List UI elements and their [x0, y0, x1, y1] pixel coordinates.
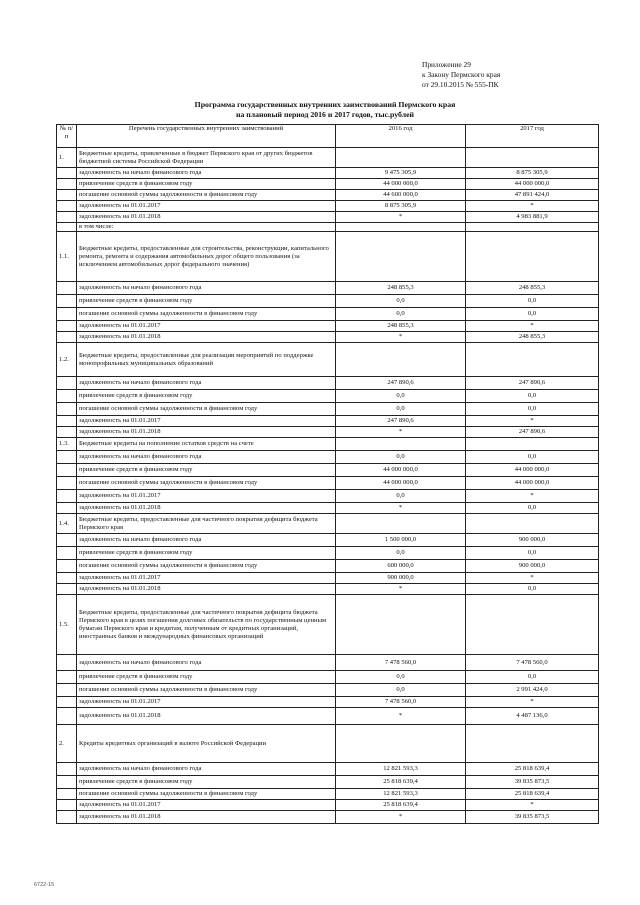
- value-2017: 247 890,6: [466, 377, 599, 390]
- value-2016: 248 855,3: [336, 282, 466, 295]
- title-line-2: на плановый период 2016 и 2017 годов, тыс.рублей: [235, 110, 415, 119]
- row-name: задолженность на 01.01.2018: [77, 811, 336, 824]
- row-number: [57, 168, 77, 179]
- row-number: [57, 573, 77, 584]
- value-2016: 0,0: [336, 451, 466, 464]
- table-row: [57, 708, 599, 725]
- value-2017: 47 891 424,0: [466, 190, 599, 201]
- table-row: [57, 800, 599, 811]
- row-number: [57, 490, 77, 503]
- table-row: [57, 811, 599, 824]
- row-number: [57, 534, 77, 547]
- table-row: [57, 584, 599, 595]
- row-number: [57, 477, 77, 490]
- row-number: [57, 403, 77, 416]
- row-number: [57, 223, 77, 232]
- table-row: [57, 223, 599, 232]
- row-number: 1.5.: [57, 595, 77, 655]
- row-number: [57, 295, 77, 308]
- value-2017: *: [466, 573, 599, 584]
- row-name: задолженность на начало финансового года: [77, 282, 336, 295]
- document-title: [0, 100, 640, 120]
- table-row: [57, 560, 599, 573]
- value-2017: [466, 343, 599, 377]
- value-2017: 900 000,0: [466, 534, 599, 547]
- row-number: 2.: [57, 725, 77, 763]
- value-2016: [336, 343, 466, 377]
- row-name: задолженность на 01.01.2017: [77, 416, 336, 427]
- row-number: 1.2.: [57, 343, 77, 377]
- value-2016: [336, 223, 466, 232]
- value-2017: 7 478 560,0: [466, 655, 599, 671]
- row-number: [57, 308, 77, 321]
- table-row: [57, 427, 599, 438]
- row-name: Бюджетные кредиты, предоставленные для строительства, реконструкции, капитального ремонта, ремонта и содержания автомобильных дорог общего пользования (за исключением автомобильных дорог федерального значения): [77, 232, 336, 282]
- value-2016: [336, 148, 466, 168]
- value-2017: 0,0: [466, 308, 599, 321]
- value-2017: 0,0: [466, 671, 599, 684]
- value-2016: 0,0: [336, 308, 466, 321]
- value-2017: 2 991 424,0: [466, 684, 599, 697]
- row-number: [57, 201, 77, 212]
- row-number: [57, 800, 77, 811]
- header-2017: 2017 год: [466, 125, 599, 148]
- table-row: [57, 776, 599, 789]
- row-name: погашение основной суммы задолженности в финансовом году: [77, 477, 336, 490]
- header-name: Перечень государственных внутренних заимствований: [77, 125, 336, 148]
- table-row: [57, 438, 599, 451]
- row-number: [57, 416, 77, 427]
- value-2016: *: [336, 212, 466, 223]
- value-2017: *: [466, 697, 599, 708]
- row-name: задолженность на начало финансового года: [77, 655, 336, 671]
- value-2017: 44 000 000,0: [466, 477, 599, 490]
- value-2016: *: [336, 708, 466, 725]
- value-2017: 247 890,6: [466, 427, 599, 438]
- value-2017: [466, 223, 599, 232]
- row-name: задолженность на начало финансового года: [77, 534, 336, 547]
- row-name: привлечение средств в финансовом году: [77, 464, 336, 477]
- row-name: привлечение средств в финансовом году: [77, 295, 336, 308]
- row-number: [57, 212, 77, 223]
- row-name: задолженность на 01.01.2018: [77, 503, 336, 514]
- table-row: [57, 190, 599, 201]
- value-2016: 247 890,6: [336, 377, 466, 390]
- table-row: [57, 416, 599, 427]
- row-name: задолженность на начало финансового года: [77, 377, 336, 390]
- table-body: [57, 148, 599, 824]
- value-2016: 12 821 593,3: [336, 763, 466, 776]
- title-line-1: Программа государственных внутренних заимствований Пермского края: [194, 100, 456, 109]
- value-2017: [466, 595, 599, 655]
- value-2017: *: [466, 321, 599, 332]
- row-number: [57, 671, 77, 684]
- appendix-line-3: от 29.10.2015 № 555-ПК: [422, 80, 499, 89]
- row-name: задолженность на 01.01.2017: [77, 800, 336, 811]
- value-2017: 0,0: [466, 451, 599, 464]
- table-row: [57, 534, 599, 547]
- value-2016: 1 500 000,0: [336, 534, 466, 547]
- table-row: [57, 490, 599, 503]
- value-2017: 39 835 873,5: [466, 811, 599, 824]
- table-header-row: [57, 125, 599, 148]
- row-number: [57, 451, 77, 464]
- row-name: Бюджетные кредиты, предоставленные для частичного покрытия дефицита бюджета Пермского края в целях погашения долговых обязательств по государственным ценным бумагам Пермского края и кредитам, полученным от кредитных организаций, иностранных банков и международных финансовых организаций: [77, 595, 336, 655]
- table-row: [57, 168, 599, 179]
- row-number: [57, 776, 77, 789]
- row-number: [57, 332, 77, 343]
- row-number: [57, 655, 77, 671]
- value-2017: [466, 514, 599, 534]
- row-number: [57, 190, 77, 201]
- row-name: погашение основной суммы задолженности в финансовом году: [77, 403, 336, 416]
- value-2016: 247 890,6: [336, 416, 466, 427]
- row-name: привлечение средств в финансовом году: [77, 671, 336, 684]
- value-2017: 900 000,0: [466, 560, 599, 573]
- row-name: Бюджетные кредиты на пополнение остатков средств на счете: [77, 438, 336, 451]
- value-2016: 900 000,0: [336, 573, 466, 584]
- row-name: задолженность на начало финансового года: [77, 168, 336, 179]
- table-row: [57, 282, 599, 295]
- value-2016: [336, 595, 466, 655]
- table-row: [57, 547, 599, 560]
- row-name: привлечение средств в финансовом году: [77, 179, 336, 190]
- value-2016: *: [336, 584, 466, 595]
- value-2016: 25 818 639,4: [336, 776, 466, 789]
- table-row: [57, 308, 599, 321]
- row-number: [57, 684, 77, 697]
- value-2016: 44 000 000,0: [336, 179, 466, 190]
- value-2016: 0,0: [336, 490, 466, 503]
- table-row: [57, 201, 599, 212]
- value-2016: *: [336, 503, 466, 514]
- row-name: привлечение средств в финансовом году: [77, 390, 336, 403]
- row-number: [57, 584, 77, 595]
- appendix-line-1: Приложение 29: [422, 60, 471, 69]
- value-2017: 0,0: [466, 390, 599, 403]
- value-2017: 0,0: [466, 547, 599, 560]
- value-2016: 44 600 000,0: [336, 190, 466, 201]
- row-number: 1.3.: [57, 438, 77, 451]
- value-2017: 39 835 873,5: [466, 776, 599, 789]
- value-2016: 0,0: [336, 684, 466, 697]
- header-number: № п/п: [57, 125, 77, 148]
- row-number: [57, 179, 77, 190]
- value-2016: 0,0: [336, 671, 466, 684]
- row-number: [57, 789, 77, 800]
- value-2016: *: [336, 427, 466, 438]
- row-name: привлечение средств в финансовом году: [77, 776, 336, 789]
- value-2016: 44 000 000,0: [336, 464, 466, 477]
- row-number: [57, 547, 77, 560]
- value-2017: 25 818 639,4: [466, 789, 599, 800]
- row-name: задолженность на 01.01.2017: [77, 573, 336, 584]
- table-row: [57, 573, 599, 584]
- value-2016: 248 855,3: [336, 321, 466, 332]
- row-name: погашение основной суммы задолженности в финансовом году: [77, 684, 336, 697]
- table-row: [57, 655, 599, 671]
- value-2016: 7 478 560,0: [336, 655, 466, 671]
- table-row: [57, 684, 599, 697]
- value-2016: *: [336, 811, 466, 824]
- row-number: [57, 697, 77, 708]
- table-row: [57, 451, 599, 464]
- row-number: [57, 763, 77, 776]
- row-name: погашение основной суммы задолженности в финансовом году: [77, 190, 336, 201]
- value-2017: 44 000 000,0: [466, 464, 599, 477]
- row-name: Бюджетные кредиты, привлеченные в бюджет Пермского края от других бюджетов бюджетной системы Российской Федерации: [77, 148, 336, 168]
- value-2017: 25 818 639,4: [466, 763, 599, 776]
- header-2016: 2016 год: [336, 125, 466, 148]
- appendix-line-2: к Закону Пермского края: [422, 70, 501, 79]
- value-2017: [466, 438, 599, 451]
- value-2017: 0,0: [466, 584, 599, 595]
- value-2017: 4 983 881,9: [466, 212, 599, 223]
- value-2017: [466, 148, 599, 168]
- row-number: [57, 464, 77, 477]
- row-name: задолженность на 01.01.2018: [77, 427, 336, 438]
- row-name: задолженность на 01.01.2017: [77, 201, 336, 212]
- table-row: [57, 295, 599, 308]
- value-2017: 248 855,3: [466, 282, 599, 295]
- row-name: задолженность на 01.01.2017: [77, 490, 336, 503]
- row-name: Бюджетные кредиты, предоставленные для реализации мероприятий по поддержке монопрофильных муниципальных образований: [77, 343, 336, 377]
- row-name: погашение основной суммы задолженности в финансовом году: [77, 789, 336, 800]
- value-2017: *: [466, 416, 599, 427]
- table-row: [57, 595, 599, 655]
- row-number: [57, 560, 77, 573]
- table-row: [57, 377, 599, 390]
- table-row: [57, 671, 599, 684]
- value-2016: 25 818 639,4: [336, 800, 466, 811]
- value-2016: 0,0: [336, 403, 466, 416]
- row-name: задолженность на 01.01.2017: [77, 321, 336, 332]
- value-2017: 0,0: [466, 295, 599, 308]
- value-2017: 8 875 305,9: [466, 168, 599, 179]
- footer-code: 6722-15: [34, 882, 55, 888]
- table-row: [57, 763, 599, 776]
- table-row: [57, 321, 599, 332]
- row-name: задолженность на 01.01.2018: [77, 708, 336, 725]
- row-name: в том числе:: [77, 223, 336, 232]
- value-2017: 0,0: [466, 503, 599, 514]
- value-2017: *: [466, 201, 599, 212]
- value-2017: 4 487 136,0: [466, 708, 599, 725]
- table-row: [57, 332, 599, 343]
- value-2016: *: [336, 332, 466, 343]
- appendix-block: [422, 60, 500, 90]
- value-2017: 0,0: [466, 403, 599, 416]
- row-number: [57, 282, 77, 295]
- value-2016: 600 000,0: [336, 560, 466, 573]
- table-row: [57, 390, 599, 403]
- table-row: [57, 725, 599, 763]
- value-2016: 0,0: [336, 390, 466, 403]
- borrowing-program-table: [56, 124, 599, 824]
- value-2017: 44 000 000,0: [466, 179, 599, 190]
- value-2017: [466, 725, 599, 763]
- row-number: 1.1.: [57, 232, 77, 282]
- value-2016: [336, 438, 466, 451]
- value-2016: 44 000 000,0: [336, 477, 466, 490]
- value-2016: 12 821 593,3: [336, 789, 466, 800]
- value-2017: *: [466, 800, 599, 811]
- value-2016: 9 475 305,9: [336, 168, 466, 179]
- table-row: [57, 514, 599, 534]
- row-name: задолженность на начало финансового года: [77, 451, 336, 464]
- table-row: [57, 179, 599, 190]
- row-number: [57, 390, 77, 403]
- row-name: задолженность на 01.01.2018: [77, 212, 336, 223]
- value-2017: *: [466, 490, 599, 503]
- value-2017: 248 855,3: [466, 332, 599, 343]
- table-row: [57, 148, 599, 168]
- value-2016: 0,0: [336, 295, 466, 308]
- row-number: [57, 321, 77, 332]
- value-2016: 7 478 560,0: [336, 697, 466, 708]
- table-row: [57, 697, 599, 708]
- row-name: задолженность на 01.01.2017: [77, 697, 336, 708]
- value-2016: 8 875 305,9: [336, 201, 466, 212]
- row-number: [57, 427, 77, 438]
- row-name: задолженность на 01.01.2018: [77, 584, 336, 595]
- row-number: 1.: [57, 148, 77, 168]
- value-2016: [336, 232, 466, 282]
- row-name: Кредиты кредитных организаций в валюте Российской Федерации: [77, 725, 336, 763]
- table-row: [57, 503, 599, 514]
- row-number: [57, 708, 77, 725]
- row-name: привлечение средств в финансовом году: [77, 547, 336, 560]
- value-2016: 0,0: [336, 547, 466, 560]
- row-name: погашение основной суммы задолженности в финансовом году: [77, 560, 336, 573]
- row-name: Бюджетные кредиты, предоставленные для частичного покрытия дефицита бюджета Пермского края: [77, 514, 336, 534]
- row-name: погашение основной суммы задолженности в финансовом году: [77, 308, 336, 321]
- table-row: [57, 232, 599, 282]
- table-row: [57, 477, 599, 490]
- table-row: [57, 403, 599, 416]
- table-row: [57, 464, 599, 477]
- row-number: [57, 811, 77, 824]
- value-2016: [336, 725, 466, 763]
- row-name: задолженность на начало финансового года: [77, 763, 336, 776]
- row-number: 1.4.: [57, 514, 77, 534]
- table-row: [57, 789, 599, 800]
- table-row: [57, 212, 599, 223]
- table-row: [57, 343, 599, 377]
- row-number: [57, 503, 77, 514]
- value-2017: [466, 232, 599, 282]
- value-2016: [336, 514, 466, 534]
- row-number: [57, 377, 77, 390]
- row-name: задолженность на 01.01.2018: [77, 332, 336, 343]
